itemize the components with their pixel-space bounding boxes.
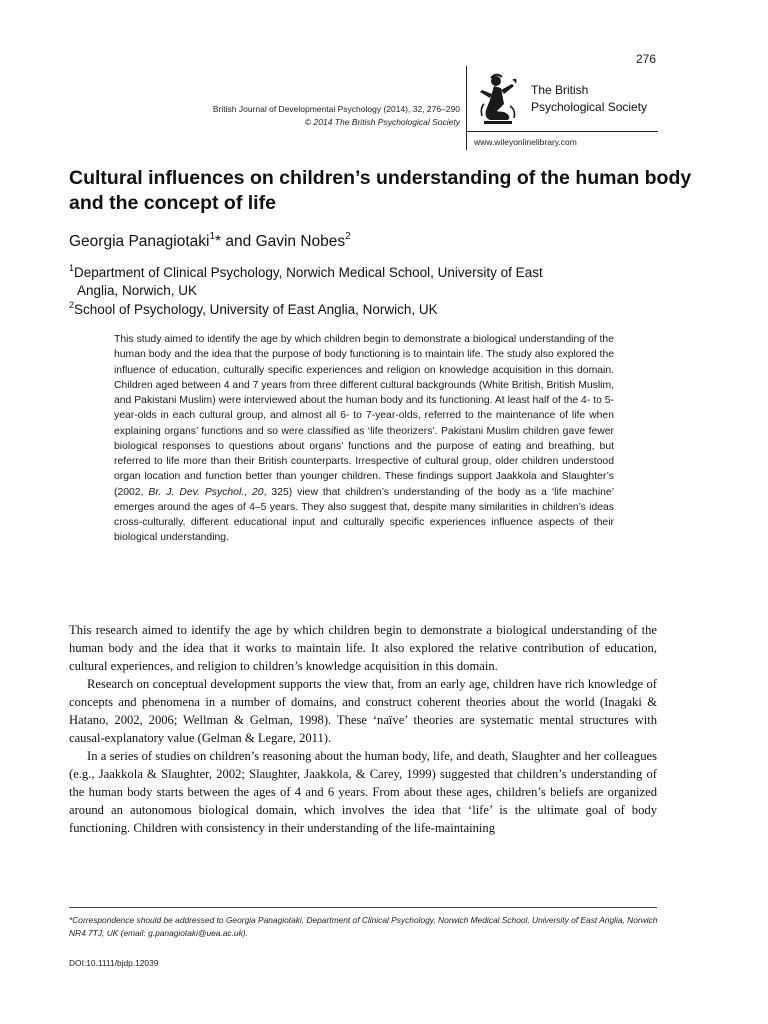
abstract-text: , — [244, 486, 252, 498]
body-paragraph: In a series of studies on children’s reasoning about the human body, life, and death, Slaughter and her colleagues (e.g., Jaakkola & Slaughter, 2002; Slaughter, Jaakkola, & Carey, 1999) suggested that children’s understanding of the human body starts between the ages of 4 and 6 years. From about these ages, children’s beliefs are organized around an autonomous biological domain, which involves the idea that ‘life’ is the ultimate goal of body functioning. Children with consistency in their understanding of the life-maintaining — [69, 749, 657, 835]
abstract-text: , 325) view that children’s understanding of the body as a ‘life machine’ emerges around the ages of 4–5 years. They also suggest that, despite many similarities in children’s ideas cross-culturally, different educational input and culturally specific experiences influence aspects of their biological understanding. — [114, 486, 614, 544]
body-text — [69, 621, 657, 837]
header-divider-vertical — [466, 66, 467, 150]
volume-number: 20 — [252, 486, 264, 498]
doi: DOI:10.1111/bjdp.12039 — [69, 958, 159, 968]
author-name: Gavin Nobes — [255, 233, 346, 250]
author-name: Georgia Panagiotaki — [69, 233, 210, 250]
affiliation-number: 1 — [69, 263, 75, 273]
affiliation-text: Department of Clinical Psychology, Norwich Medical School, University of East — [74, 265, 543, 280]
journal-citation: British Journal of Developmental Psychology (2014), 32, 276–290 — [212, 104, 460, 114]
abstract-text: This study aimed to identify the age by which children begin to demonstrate a biological understanding of the human body and the idea that the purpose of body functioning is to maintain life. The study also explored the influence of education, culturally specific experiences and religion on knowledge acquisition in this domain. Children aged between 4 and 7 years from three different cultural backgrounds (White British, British Muslim, and Pakistani Muslim) were interviewed about the human body and its functioning. At least half of the 4- to 5-year-olds in each cultural group, and almost all 6- to 7-year-olds, referred to the maintenance of life when explaining organs’ functions and so were classified as ‘life theorizers’. Pakistani Muslim children gave fewer biological responses to questions about organs’ functions and the purpose of eating and breathing, but referred to life more than their British counterparts. Irrespective of cultural group, older children understood organ location and function better than younger children. These findings support Jaakkola and Slaughter’s (2002, — [114, 334, 614, 498]
author-affiliation-mark: 2 — [345, 231, 351, 242]
header-divider-horizontal — [466, 131, 658, 132]
author-separator: and — [221, 233, 256, 250]
abstract — [114, 332, 614, 546]
affiliation — [69, 259, 649, 300]
publisher-website: www.wileyonlinelibrary.com — [474, 137, 577, 147]
author-affiliation-mark: 1 — [209, 231, 216, 242]
footnote-divider — [69, 907, 657, 908]
article-title: Cultural influences on children’s understanding of the human body and the concept of life — [69, 167, 692, 214]
correspondence-footnote: *Correspondence should be addressed to Georgia Panagiotaki, Department of Clinical Psychology, Norwich Medical School, University of East Anglia, Norwich NR4 7TJ, UK (email: g.panagiotaki@uea.ac.uk). — [69, 915, 658, 938]
page-number: 276 — [635, 52, 656, 66]
journal-abbreviation: Br. J. Dev. Psychol. — [148, 486, 245, 498]
body-paragraph: Research on conceptual development supports the view that, from an early age, children have rich knowledge of concepts and phenomena in a number of domains, and construct coherent theories about the world (Inagaki & Hatano, 2002, 2006; Wellman & Gelman, 1998). These ‘naïve’ theories are systematic mental structures with causal-explanatory value (Gelman & Legare, 2011). — [69, 677, 657, 745]
corresponding-author-mark: * — [215, 233, 222, 250]
affiliation-text: Anglia, Norwich, UK — [77, 283, 198, 298]
author-line — [69, 231, 351, 251]
affiliation — [69, 296, 438, 319]
affiliation-text: School of Psychology, University of East Anglia, Norwich, UK — [74, 302, 438, 317]
journal-copyright: © 2014 The British Psychological Society — [304, 117, 460, 127]
society-name — [531, 82, 647, 116]
journal-citation-block — [213, 103, 460, 129]
society-name-line2: Psychological Society — [531, 100, 648, 114]
psyche-figure-logo-icon — [474, 70, 522, 126]
society-name-line1: The British — [531, 83, 589, 97]
body-paragraph: This research aimed to identify the age by which children begin to demonstrate a biological understanding of the human body and the idea that it works to maintain life. It also explored the relative contribution of education, cultural experiences, and religion to children’s knowledge acquisition in this domain. — [69, 623, 657, 673]
affiliation-number: 2 — [69, 300, 75, 310]
